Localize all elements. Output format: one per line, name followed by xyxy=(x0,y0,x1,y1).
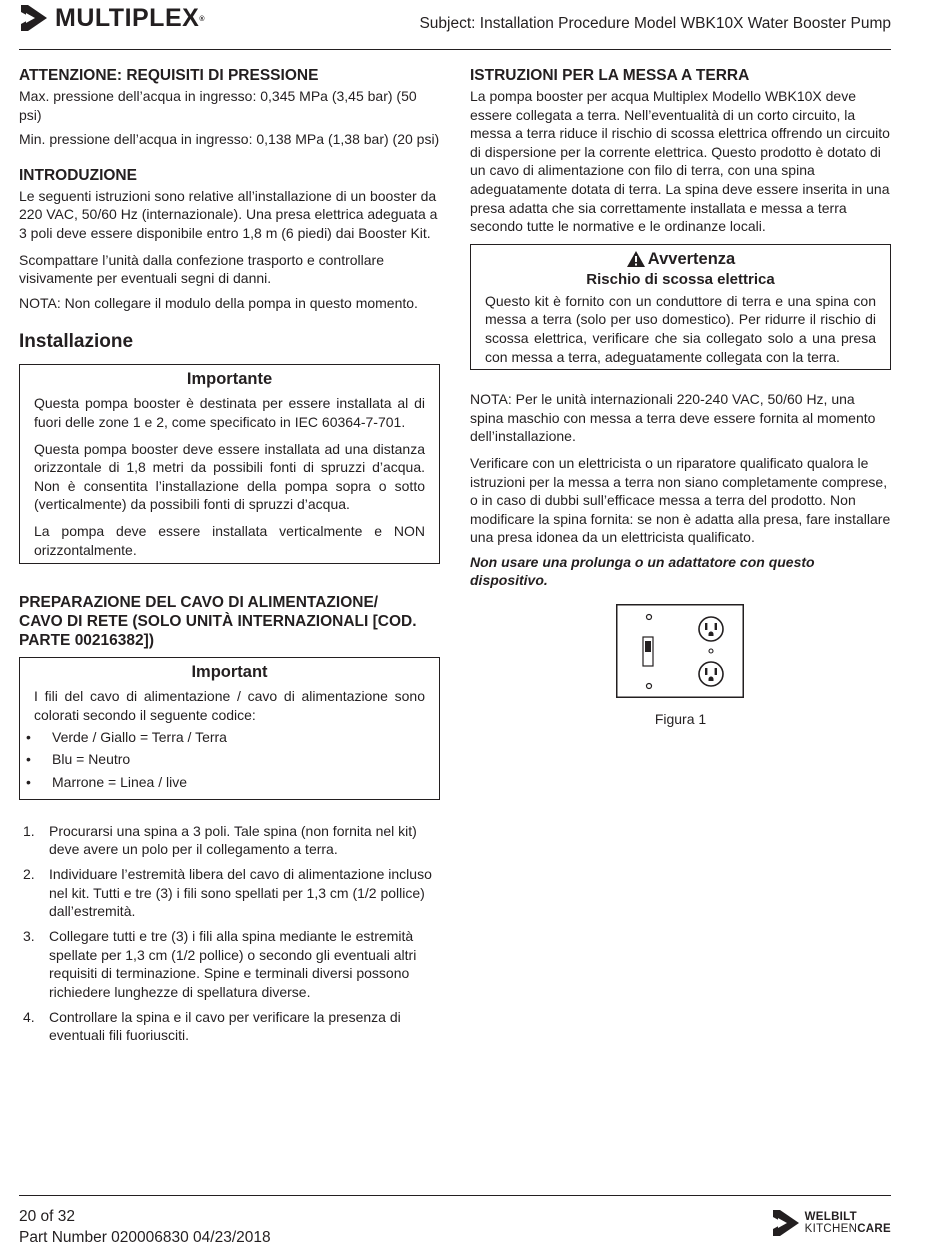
multiplex-logo xyxy=(19,3,205,33)
verify-paragraph: Verificare con un elettricista o un riparatore qualificato qualora le istruzioni per la messa a terra non siano completamente comprese, o in caso di dubbi sull’efficace messa a terra del prodotto. Non modificare la spina fornita: se non è adatta alla presa, fare installare una presa idonea da un elettricista qualificato. xyxy=(470,454,891,546)
warning-title: Avvertenza xyxy=(485,248,876,270)
welbilt-logo xyxy=(771,1208,891,1238)
left-column xyxy=(19,66,440,1051)
important-box-title: Importante xyxy=(186,370,273,389)
intro-paragraph-1: Le seguenti istruzioni sono relative all’installazione di un booster da 220 VAC, 50/60 Hz (internazionale). Una presa elettrica adeguata a 3 poli deve essere disponibile entro 1,8 m (6 piedi) dai Booster Kit. xyxy=(19,187,438,241)
outlet-switch-illustration xyxy=(616,604,744,698)
installation-paragraph-3: La pompa deve essere installata verticalmente e NON orizzontalmente. xyxy=(34,522,425,558)
warning-text: Questo kit è fornito con un conduttore di terra e una spina con messa a terra (solo per uso domestico). Per ridurre il rischio di scossa elettrica, verificare che sia collegato solo a una presa con messa a terra, adeguatamente collegata con la terra. xyxy=(485,292,876,365)
warning-box xyxy=(470,244,891,370)
list-item: • Blu = Neutro xyxy=(26,751,131,768)
list-item: • Verde / Giallo = Terra / Terra xyxy=(26,729,227,746)
international-note: NOTA: Per le unità internazionali 220-240 VAC, 50/60 Hz, una spina maschio con messa a terra deve essere fornita al momento dell’installazione. xyxy=(470,391,876,445)
installation-title: Installazione xyxy=(19,331,134,353)
grounding-paragraph: La pompa booster per acqua Multiplex Modello WBK10X deve essere collegata a terra. Nell’eventualità di un corto circuito, la messa a terra riduce il rischio di scossa elettrica offrendo un circuito di dispersione per la corrente elettrica. Questo prodotto è dotato di un cavo di alimentazione con filo di terra, con una spina adeguatamente dotata di terra. La spina deve essere inserita in una presa adatta che sia correttamente installata e messa a terra secondo tutte le normative e le ordinanze locali. xyxy=(470,88,890,235)
important-box-cable xyxy=(19,657,440,800)
welbilt-logo-icon xyxy=(771,1208,801,1238)
installation-paragraph-2: Questa pompa booster deve essere installata ad una distanza orizzontale di 1,8 metri da possibili fonti di spruzzi d’acqua. Non è consentita l’installazione della pompa sopra o sotto (verticalmente) da possibili fonti di spruzzi d’acqua. xyxy=(34,440,425,513)
list-item: 4. Controllare la spina e il cavo per verificare la presenza di eventuali fili fuoriusciti. xyxy=(23,1008,401,1044)
multiplex-logo-icon xyxy=(19,3,49,33)
right-column xyxy=(470,66,891,727)
cable-color-intro: I fili del cavo di alimentazione / cavo di alimentazione sono colorati secondo il seguente codice: xyxy=(34,688,425,723)
intro-title: INTRODUZIONE xyxy=(19,166,137,184)
wire-color-list xyxy=(26,728,425,791)
warning-subtitle: Rischio di scossa elettrica xyxy=(586,270,775,288)
warning-triangle-icon xyxy=(626,250,646,268)
figure-1 xyxy=(470,604,891,727)
figure-caption: Figura 1 xyxy=(654,711,707,728)
pressure-title: ATTENZIONE: REQUISITI DI PRESSIONE xyxy=(19,67,319,84)
welbilt-wordmark: WELBILT KITCHENCARE xyxy=(804,1211,891,1235)
installation-paragraph-1: Questa pompa booster è destinata per essere installata al di fuori delle zone 1 e 2, come specificato in IEC 60364-7-701. xyxy=(34,395,425,430)
footer-info xyxy=(19,1207,271,1248)
part-number: Part Number 020006830 04/23/2018 xyxy=(19,1228,271,1246)
important-box-title: Important xyxy=(191,663,268,682)
caution-text: Non usare una prolunga o un adattatore con questo dispositivo. xyxy=(470,553,815,589)
logo-wordmark: MULTIPLEX® xyxy=(55,4,205,32)
cable-prep-title: PREPARAZIONE DEL CAVO DI ALIMENTAZIONE/ CAVO DI RETE (SOLO UNITÀ INTERNAZIONALI [COD. PARTE 00216382]) xyxy=(19,594,417,650)
list-item: • Marrone = Linea / live xyxy=(26,773,188,790)
document-subject: Subject: Installation Procedure Model WBK10X Water Booster Pump xyxy=(419,15,891,32)
intro-paragraph-2: Scompattare l’unità dalla confezione trasporto e controllare visivamente per eventuali segni di danni. xyxy=(19,251,384,287)
pressure-min: Min. pressione dell’acqua in ingresso: 0,138 MPa (1,38 bar) (20 psi) xyxy=(19,131,440,148)
list-item: 1. Procurarsi una spina a 3 poli. Tale spina (non fornita nel kit) deve avere un polo per il collegamento a terra. xyxy=(23,822,417,858)
list-item: 2. Individuare l’estremità libera del cavo di alimentazione incluso nel kit. Tutti e tre (3) i fili sono spellati per 1,3 cm (1/2 pollice) dall’estremità. xyxy=(23,866,432,920)
pressure-max: Max. pressione dell’acqua in ingresso: 0,345 MPa (3,45 bar) (50 psi) xyxy=(19,88,417,123)
list-item: 3. Collegare tutti e tre (3) i fili alla spina mediante le estremità spellate per 1,3 cm (1/2 pollice) o secondo gli eventuali altri requisiti di terminazione. Spine e terminali diversi possono richiedere lunghezze di spellatura diverse. xyxy=(23,928,417,1000)
page-header xyxy=(19,0,891,50)
intro-note: NOTA: Non collegare il modulo della pompa in questo momento. xyxy=(19,294,418,311)
procedure-steps xyxy=(19,822,440,1045)
page-number: 20 of 32 xyxy=(19,1208,76,1225)
grounding-title: ISTRUZIONI PER LA MESSA A TERRA xyxy=(470,67,750,84)
page-footer xyxy=(19,1195,891,1254)
important-box-installation xyxy=(19,364,440,564)
